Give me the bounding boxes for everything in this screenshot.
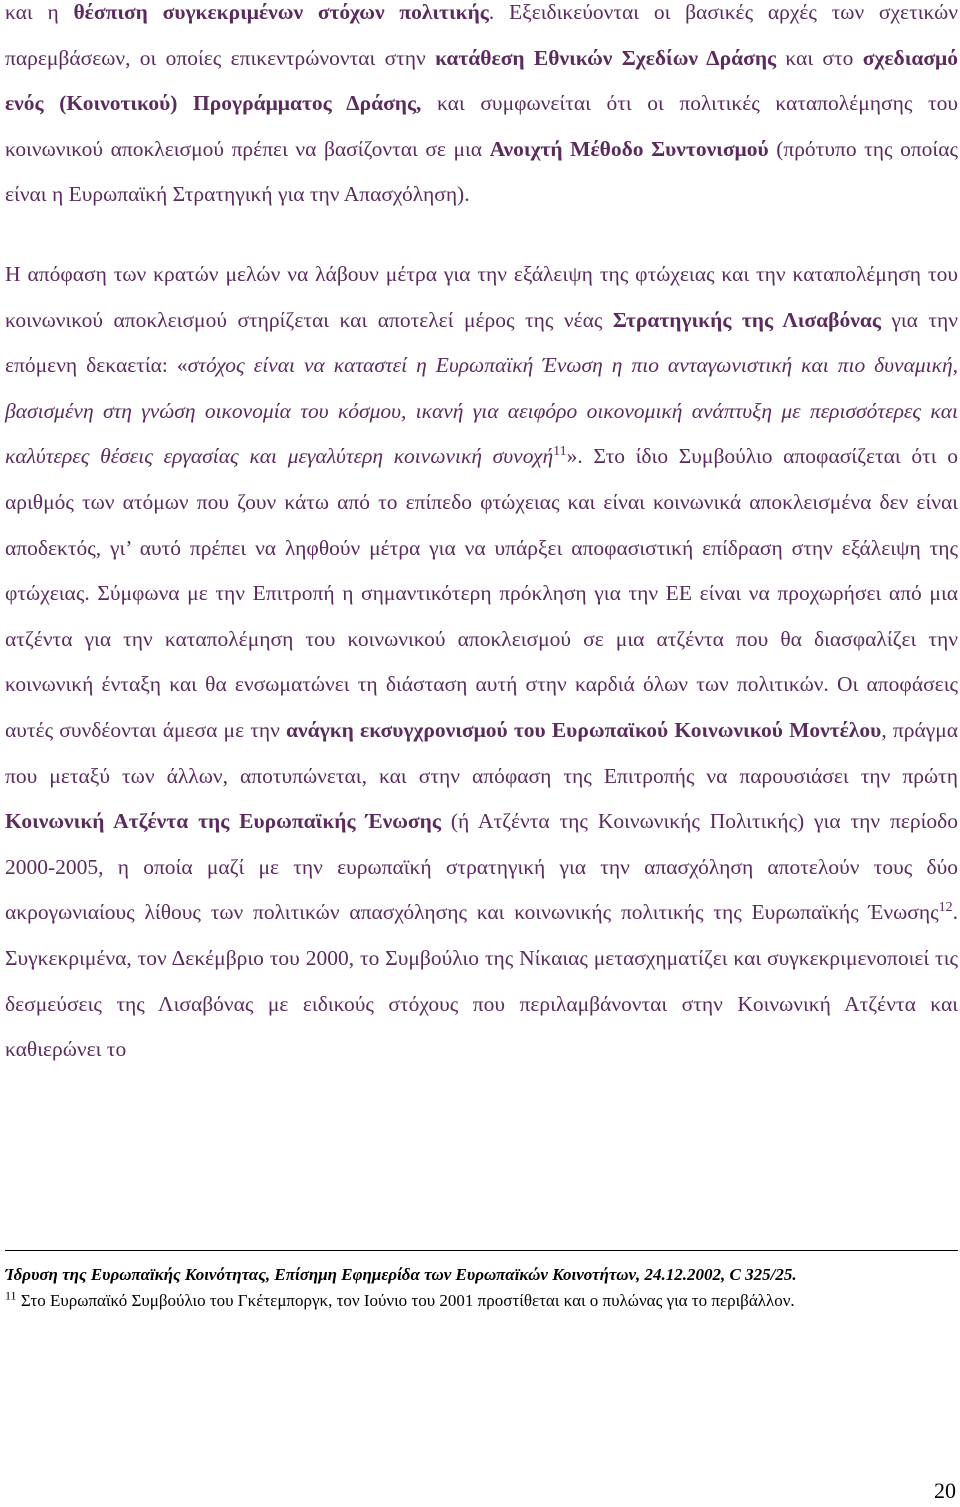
text-run: . Εξειδικεύονται οι βασικές αρχές των σχετικών παρεμβάσεων, οι οποίες επικεντρώνονται στην — [5, 0, 959, 70]
text-run: και στο — [776, 45, 863, 70]
bold-phrase: κατάθεση Εθνικών Σχεδίων Δράσης — [435, 45, 777, 70]
footnote-continuation — [5, 1262, 958, 1288]
bold-phrase: ανάγκη εκσυγχρονισμού του Ευρωπαϊκού Κοινωνικού Μοντέλου — [286, 717, 882, 742]
footnote-reference[interactable]: 12 — [938, 900, 953, 916]
bold-phrase: Ανοιχτή Μέθοδο Συντονισμού — [489, 136, 769, 161]
text-run: για την επόμενη δεκαετία: « — [5, 307, 959, 378]
text-run: Η απόφαση των κρατών μελών να λάβουν μέτρα για την εξάλειψη της φτώχειας και την καταπολέμηση του κοινωνικού αποκλεισμού στηρίζεται και αποτελεί μέρος της νέας — [5, 262, 958, 332]
footnote-marker: 11 — [5, 1288, 17, 1303]
footnotes — [5, 1262, 958, 1314]
footnote-reference[interactable]: 11 — [553, 444, 567, 460]
bold-phrase: σχεδιασμό ενός (Κοινοτικού) Προγράμματος Δράσης, — [5, 45, 958, 116]
bold-phrase: Κοινωνική Ατζέντα της Ευρωπαϊκής Ένωσης — [5, 809, 441, 834]
page-number: 20 — [934, 1478, 956, 1503]
text-run: (πρότυπο της οποίας είναι η Ευρωπαϊκή Στρατηγική για την Απασχόληση). — [5, 136, 958, 207]
text-run: και η — [5, 0, 74, 24]
bold-phrase: θέσπιση συγκεκριμένων στόχων πολιτικής — [73, 0, 489, 24]
footnote-separator — [5, 1250, 958, 1251]
text-run: ». Στο ίδιο Συμβούλιο αποφασίζεται ότι ο αριθμός των ατόμων που ζουν κάτω από το επίπεδο φτώχειας και είναι κοινωνικά αποκλεισμένα δεν είναι αποδεκτός, γι’ αυτό πρέπει να ληφθούν μέτρα για να υπάρξει αποφασιστική επίδραση στην εξάλειψη της φτώχειας. Σύμφωνα με την Επιτροπή η σημαντικότερη πρόκληση για την ΕΕ είναι να προχωρήσει από μια ατζέντα για την καταπολέμηση του κοινωνικού αποκλεισμού σε μια ατζέντα που θα διασφαλίζει την κοινωνική ένταξη και θα ενσωματώνει τη διάσταση αυτή στην καρδιά όλων των πολιτικών. Οι αποφάσεις αυτές συνδέονται άμεσα με την — [5, 444, 958, 742]
footnote-continuation-text: Ίδρυση της Ευρωπαϊκής Κοινότητας, Επίσημη Εφημερίδα των Ευρωπαϊκών Κοινοτήτων, 24.12.2002, C 325/25. — [5, 1265, 797, 1284]
text-run: και συμφωνείται ότι οι πολιτικές καταπολέμησης του κοινωνικού αποκλεισμού πρέπει να βασίζονται σε μια — [5, 91, 958, 161]
italic-quote: στόχος είναι να καταστεί η Ευρωπαϊκή Ένωση η πιο ανταγωνιστική και πιο δυναμική, βασισμένη στη γνώση οικονομία του κόσμου, ικανή για αειφόρο οικονομική ανάπτυξη με περισσότερες και καλύτερες θέσεις εργασίας και μεγαλύτερη κοινωνική συνοχή — [5, 353, 958, 469]
text-run: (ή Ατζέντα της Κοινωνικής Πολιτικής) για την περίοδο 2000-2005, η οποία μαζί με την ευρωπαϊκή στρατηγική για την απασχόληση αποτελούν τους δύο ακρογωνιαίους λίθους των πολιτικών απασχόλησης και κοινωνικής πολιτικής της Ευρωπαϊκής Ένωσης — [5, 809, 959, 925]
text-run: , πράγμα που μεταξύ των άλλων, αποτυπώνεται, και στην απόφαση της Επιτροπής να παρουσιάσει την πρώτη — [5, 717, 958, 788]
text-run: . Συγκεκριμένα, τον Δεκέμβριο του 2000, το Συμβούλιο της Νίκαιας μετασχηματίζει και συγκεκριμενοποιεί τις δεσμεύσεις της Λισαβόνας με ειδικούς στόχους που περιλαμβάνονται στην Κοινωνική Ατζέντα και καθιερώνει το — [5, 900, 958, 1062]
footnote-11 — [5, 1288, 958, 1314]
paragraph-1 — [5, 0, 958, 218]
footnote-text: Στο Ευρωπαϊκό Συμβούλιο του Γκέτεμποργκ, τον Ιούνιο του 2001 προστίθεται και ο πυλώνας για το περιβάλλον. — [16, 1291, 795, 1310]
paragraph-2 — [5, 252, 958, 1073]
bold-phrase: Στρατηγικής της Λισαβόνας — [612, 307, 881, 332]
